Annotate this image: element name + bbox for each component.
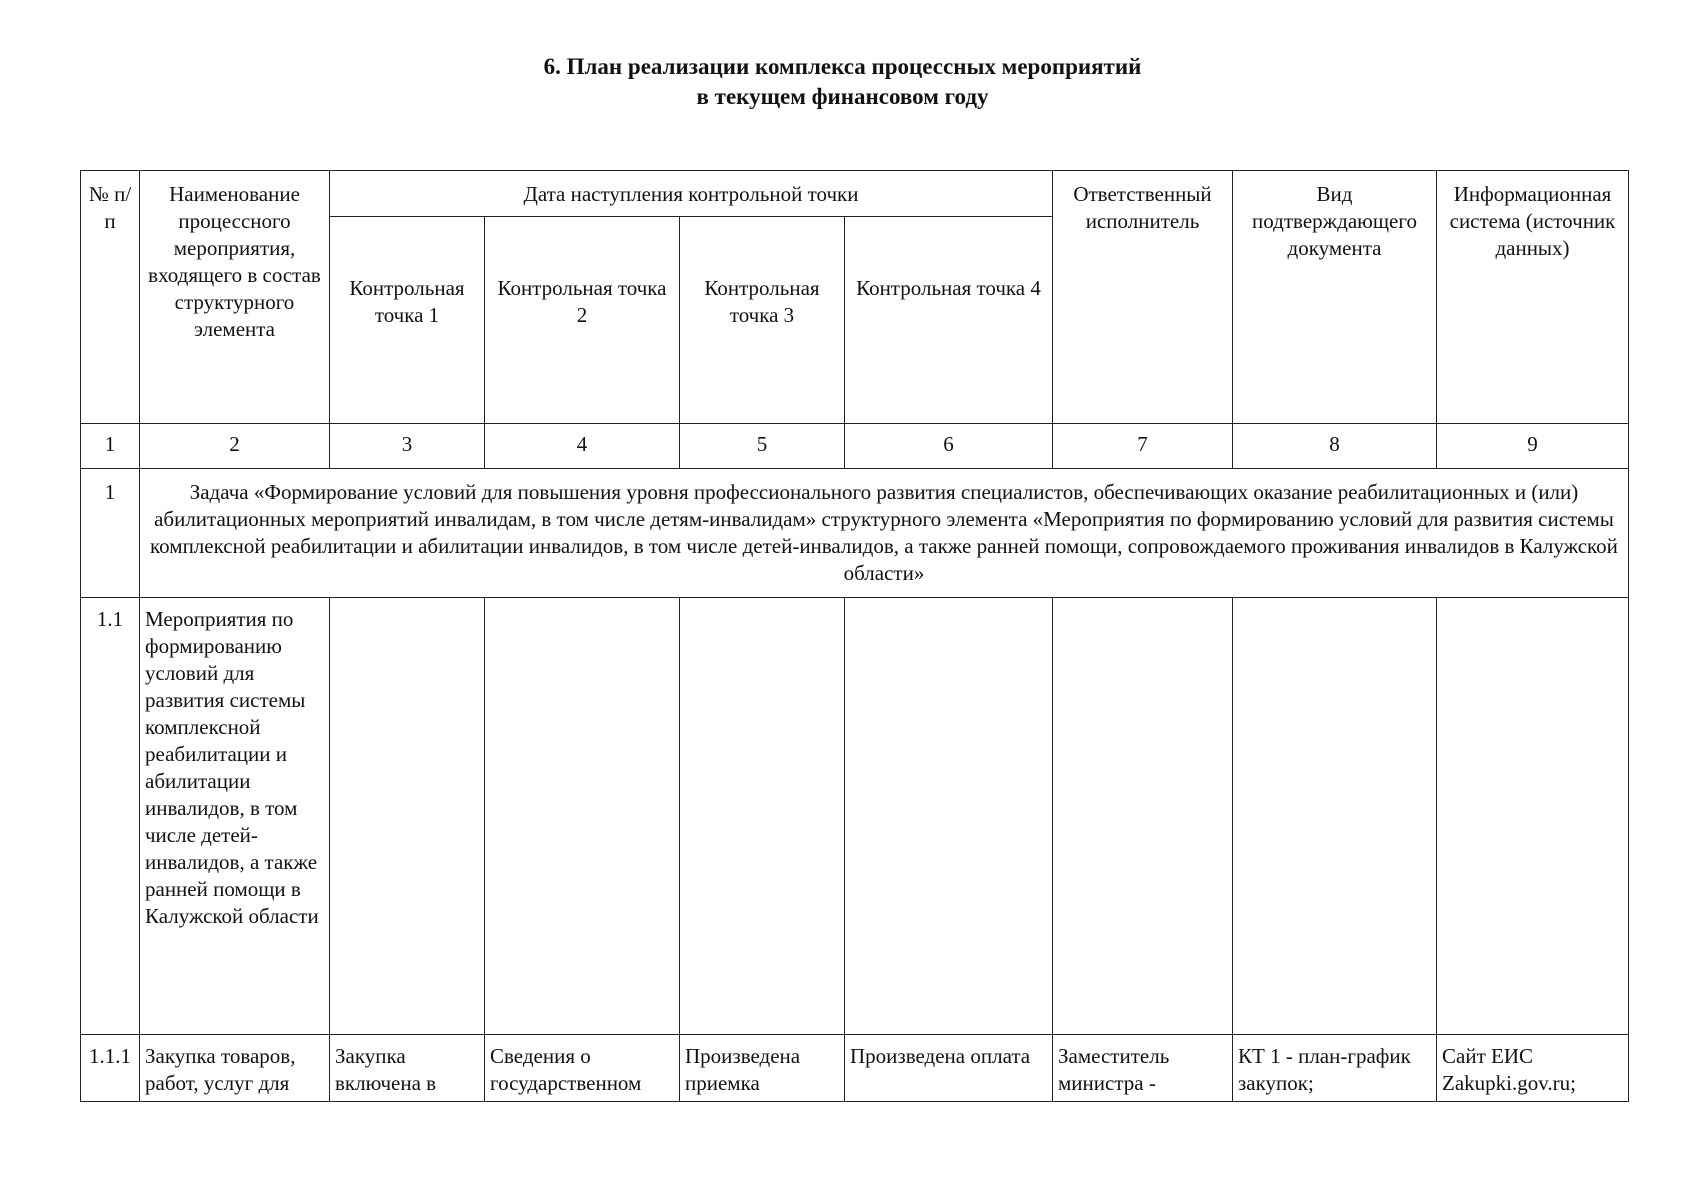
subactivity-kt1: Закупка включена в — [330, 1035, 485, 1102]
activity-name: Мероприятия по формированию условий для развития системы комплексной реабилитации и абилитации инвалидов, в том числе детей-инвалидов, а также ранней помощи в Калужской области — [140, 598, 330, 1035]
column-number: 4 — [485, 424, 680, 469]
column-number: 9 — [1437, 424, 1629, 469]
subactivity-kt3: Произведена приемка — [680, 1035, 845, 1102]
column-number: 1 — [81, 424, 140, 469]
activity-num: 1.1 — [81, 598, 140, 1035]
column-number: 2 — [140, 424, 330, 469]
task-text: Задача «Формирование условий для повышения уровня профессионального развития специалистов, обеспечивающих оказание реабилитационных и (или) абилитационных мероприятий инвалидам, в том числе детям-инвалидам» структурного элемента «Мероприятия по формированию условий для развития системы комплексной реабилитации и абилитации инвалидов, в том числе детей-инвалидов, а также ранней помощи, сопровождаемого проживания инвалидов в Калужской области» — [140, 469, 1629, 598]
activity-kt1-cell — [330, 598, 485, 1035]
subactivity-kt2: Сведения о государственном — [485, 1035, 680, 1102]
header-system: Информационная система (источник данных) — [1437, 171, 1629, 424]
subactivity-row — [81, 1035, 1629, 1102]
column-number: 7 — [1053, 424, 1233, 469]
header-doc: Вид подтверждающего документа — [1233, 171, 1437, 424]
column-number: 8 — [1233, 424, 1437, 469]
header-num: № п/п — [81, 171, 140, 424]
header-responsible: Ответственный исполнитель — [1053, 171, 1233, 424]
task-row — [81, 469, 1629, 598]
header-kt3: Контрольная точка 3 — [680, 217, 845, 424]
column-number-row — [81, 424, 1629, 469]
subactivity-doc: КТ 1 - план-график закупок; — [1233, 1035, 1437, 1102]
activity-kt2-cell — [485, 598, 680, 1035]
column-number: 6 — [845, 424, 1053, 469]
activity-row — [81, 598, 1629, 1035]
subactivity-num: 1.1.1 — [81, 1035, 140, 1102]
activity-responsible-cell — [1053, 598, 1233, 1035]
subactivity-name: Закупка товаров, работ, услуг для — [140, 1035, 330, 1102]
subactivity-system: Сайт ЕИС Zakupki.gov.ru; — [1437, 1035, 1629, 1102]
activity-system-cell — [1437, 598, 1629, 1035]
task-num: 1 — [81, 469, 140, 598]
subactivity-kt4: Произведена оплата — [845, 1035, 1053, 1102]
header-date-group: Дата наступления контрольной точки — [330, 171, 1053, 217]
title-line-1: 6. План реализации комплекса процессных мероприятий — [543, 54, 1142, 79]
header-kt1: Контрольная точка 1 — [330, 217, 485, 424]
subactivity-responsible: Заместитель министра - — [1053, 1035, 1233, 1102]
column-number: 3 — [330, 424, 485, 469]
title-line-2: в текущем финансовом году — [696, 84, 989, 109]
activity-doc-cell — [1233, 598, 1437, 1035]
column-number: 5 — [680, 424, 845, 469]
header-kt4: Контрольная точка 4 — [845, 217, 1053, 424]
header-name: Наименование процессного мероприятия, входящего в состав структурного элемента — [140, 171, 330, 424]
page-title — [0, 52, 1685, 112]
header-row — [81, 171, 1629, 217]
activity-kt4-cell — [845, 598, 1053, 1035]
activity-kt3-cell — [680, 598, 845, 1035]
header-kt2: Контрольная точка 2 — [485, 217, 680, 424]
plan-table — [80, 170, 1629, 1102]
